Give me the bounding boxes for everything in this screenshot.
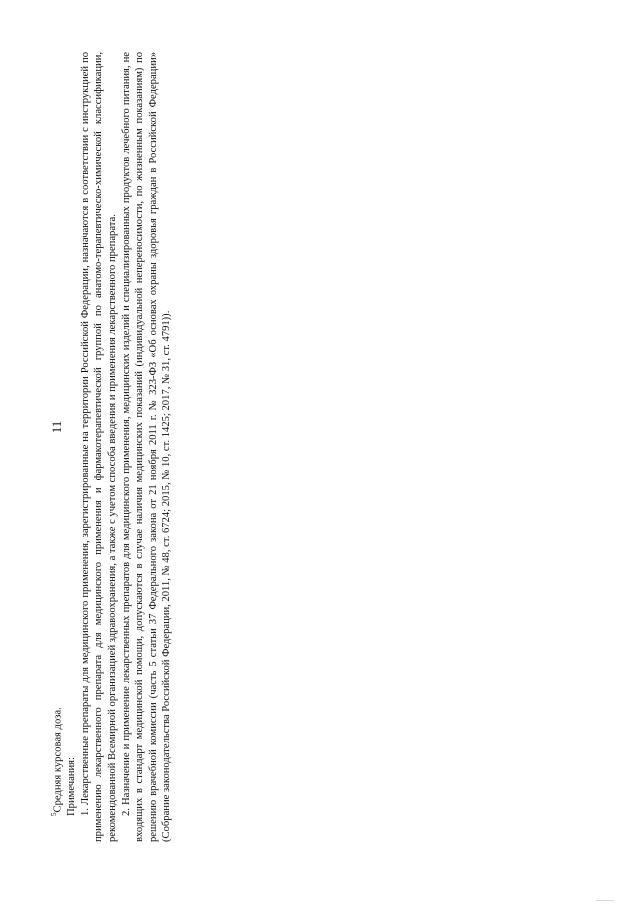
note-paragraph-2: 2. Назначение и применение лекарственных препаратов для медицинского применения, медицинских изделий и специализированных продуктов лечебного питания, не входящих в стандарт медицинской помощи, допускаются в случае наличия медицинских показаний (индивидуальной непереносимости, по жизненным показаниям) по решению врачебной комиссии (часть 5 статьи 37 Федерального закона от 21 ноября 2011 г. № 323-ФЗ «Об основах охраны здоровья граждан в Российской Федерации» (Собрание законодательства Российской Федерации, 2011, № 48, ст. 6724; 2015, № 10, ст. 1425; 2017, № 31, ст. 4791)). bbox=[120, 52, 173, 842]
notes-title: Примечания: bbox=[66, 757, 78, 816]
rotated-text-block bbox=[48, 52, 174, 842]
footnote bbox=[48, 52, 65, 816]
footnote-marker: 5 bbox=[50, 812, 58, 816]
footnote-text: Средняя курсовая доза. bbox=[52, 707, 64, 813]
note-paragraph-1: 1. Лекарственные препараты для медицинского применения, зарегистрированные на территории Российской Федерации, назначаются в соответствии с инструкцией по применению лекарственного препарата для медицинского применения и фармакотерапевтической группой по анатомо-терапевтическо-химической классификации, рекомендованной Всемирной организацией здравоохранения, а также с учетом способа введения и применения лекарственного препарата. bbox=[79, 52, 118, 842]
scan-artifact bbox=[596, 900, 614, 901]
page-number: 11 bbox=[49, 420, 64, 434]
